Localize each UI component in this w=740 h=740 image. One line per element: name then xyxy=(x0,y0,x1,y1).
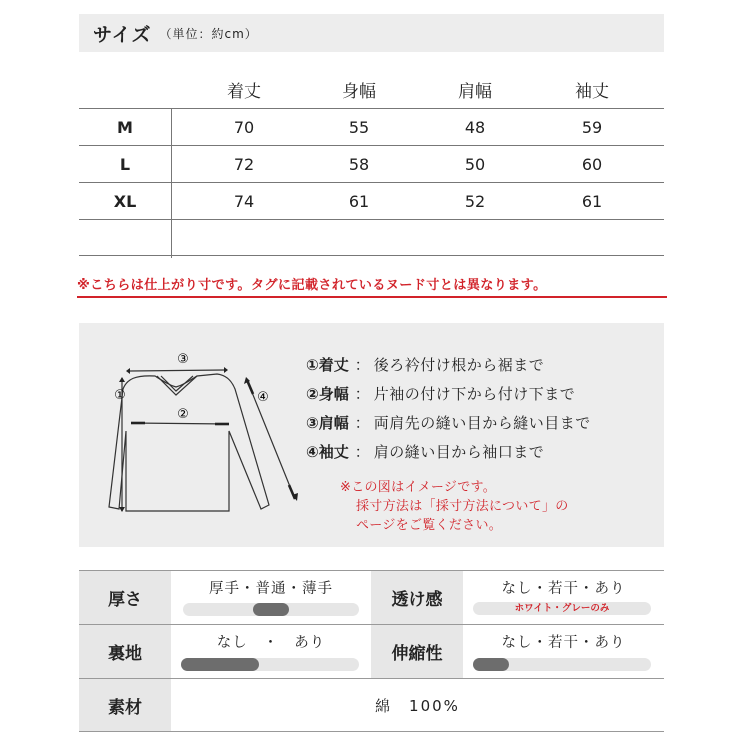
column-header: 袖丈 xyxy=(575,81,609,102)
stretch-scale xyxy=(473,658,651,671)
shirt-diagram xyxy=(79,323,309,547)
size-label: XL xyxy=(113,191,137,211)
legend-description: 後ろ衿付け根から裾まで xyxy=(373,356,545,374)
legend-description: 片袖の付け下から付け下まで xyxy=(373,385,576,403)
sheerness-options: なし・若干・あり xyxy=(501,581,626,597)
thickness-scale xyxy=(183,603,359,616)
marker-4: ④ xyxy=(257,390,269,405)
lining-label: 裏地 xyxy=(79,625,171,678)
table-row xyxy=(79,146,664,183)
column-header: 身幅 xyxy=(342,81,376,102)
unit-label: （単位：約cm） xyxy=(159,26,258,41)
table-row xyxy=(79,183,664,220)
legend-item: ③ 肩幅 ： 両肩先の縫い目から縫い目まで xyxy=(306,413,591,432)
thickness-value xyxy=(171,571,371,624)
lining-scale xyxy=(181,658,359,671)
stretch-value xyxy=(463,625,664,678)
sheerness-label: 透け感 xyxy=(371,571,463,624)
sheerness-note: ホワイト・グレーのみ xyxy=(514,603,610,614)
legend-description: 肩の縫い目から袖口まで xyxy=(373,443,545,461)
table-cell: 60 xyxy=(581,154,603,174)
table-cell: 70 xyxy=(233,117,255,137)
table-cell: 52 xyxy=(464,191,486,211)
empty-row xyxy=(79,220,664,256)
note-line: 採寸方法は「採寸方法について」の xyxy=(356,499,569,514)
legend-term: 身幅 xyxy=(318,385,349,403)
marker-2: ② xyxy=(177,407,189,422)
table-cell: 50 xyxy=(464,154,486,174)
table-cell: 74 xyxy=(233,191,255,211)
thickness-indicator xyxy=(253,603,289,616)
lining-indicator xyxy=(181,658,259,671)
sheerness-scale xyxy=(473,602,651,615)
section-title: サイズ xyxy=(93,23,152,46)
lining-options: なし ・ あり xyxy=(216,635,326,651)
table-cell: 61 xyxy=(581,191,603,211)
table-divider xyxy=(171,109,172,258)
measurement-diagram-panel xyxy=(79,323,664,547)
stretch-label: 伸縮性 xyxy=(371,625,463,678)
table-cell: 48 xyxy=(464,117,486,137)
size-table xyxy=(79,70,664,256)
legend-number: ① xyxy=(306,355,319,374)
diagram-note xyxy=(340,478,569,535)
attribute-row xyxy=(79,571,664,625)
attribute-row xyxy=(79,679,664,732)
legend-item: ① 着丈 ： 後ろ衿付け根から裾まで xyxy=(306,355,545,374)
thickness-label: 厚さ xyxy=(79,571,171,624)
material-value: 綿 100% xyxy=(375,696,460,715)
legend-description: 両肩先の縫い目から縫い目まで xyxy=(373,414,591,432)
table-cell: 59 xyxy=(581,117,603,137)
marker-3: ③ xyxy=(177,352,189,367)
size-table-header xyxy=(79,70,664,109)
table-cell: 55 xyxy=(348,117,370,137)
legend-number: ④ xyxy=(306,442,319,461)
fabric-attribute-table xyxy=(79,570,664,732)
stretch-indicator xyxy=(473,658,509,671)
section-header xyxy=(79,14,664,52)
material-label: 素材 xyxy=(79,679,171,731)
table-row xyxy=(79,109,664,146)
size-label: M xyxy=(117,117,133,137)
measurement-legend xyxy=(306,350,591,466)
legend-item: ④ 袖丈 ： 肩の縫い目から袖口まで xyxy=(306,442,545,461)
size-label: L xyxy=(119,154,131,174)
legend-item: ② 身幅 ： 片袖の付け下から付け下まで xyxy=(306,384,576,403)
note-line: ページをご覧ください。 xyxy=(356,518,503,533)
marker-1: ① xyxy=(114,388,126,403)
table-cell: 58 xyxy=(348,154,370,174)
column-header: 肩幅 xyxy=(458,81,492,102)
legend-term: 袖丈 xyxy=(318,443,349,461)
column-header: 着丈 xyxy=(227,81,261,102)
legend-number: ③ xyxy=(306,413,319,432)
sheerness-value xyxy=(463,571,664,624)
lining-value xyxy=(171,625,371,678)
legend-number: ② xyxy=(306,384,319,403)
note-line: ※この図はイメージです。 xyxy=(340,480,497,495)
table-cell: 61 xyxy=(348,191,370,211)
stretch-options: なし・若干・あり xyxy=(501,635,626,651)
legend-term: 着丈 xyxy=(318,356,349,374)
table-cell: 72 xyxy=(233,154,255,174)
measurement-notice: ※こちらは仕上がり寸です。タグに記載されているヌード寸とは異なります。 xyxy=(77,274,667,298)
attribute-row xyxy=(79,625,664,679)
thickness-options: 厚手・普通・薄手 xyxy=(209,581,333,597)
legend-term: 肩幅 xyxy=(318,414,349,432)
